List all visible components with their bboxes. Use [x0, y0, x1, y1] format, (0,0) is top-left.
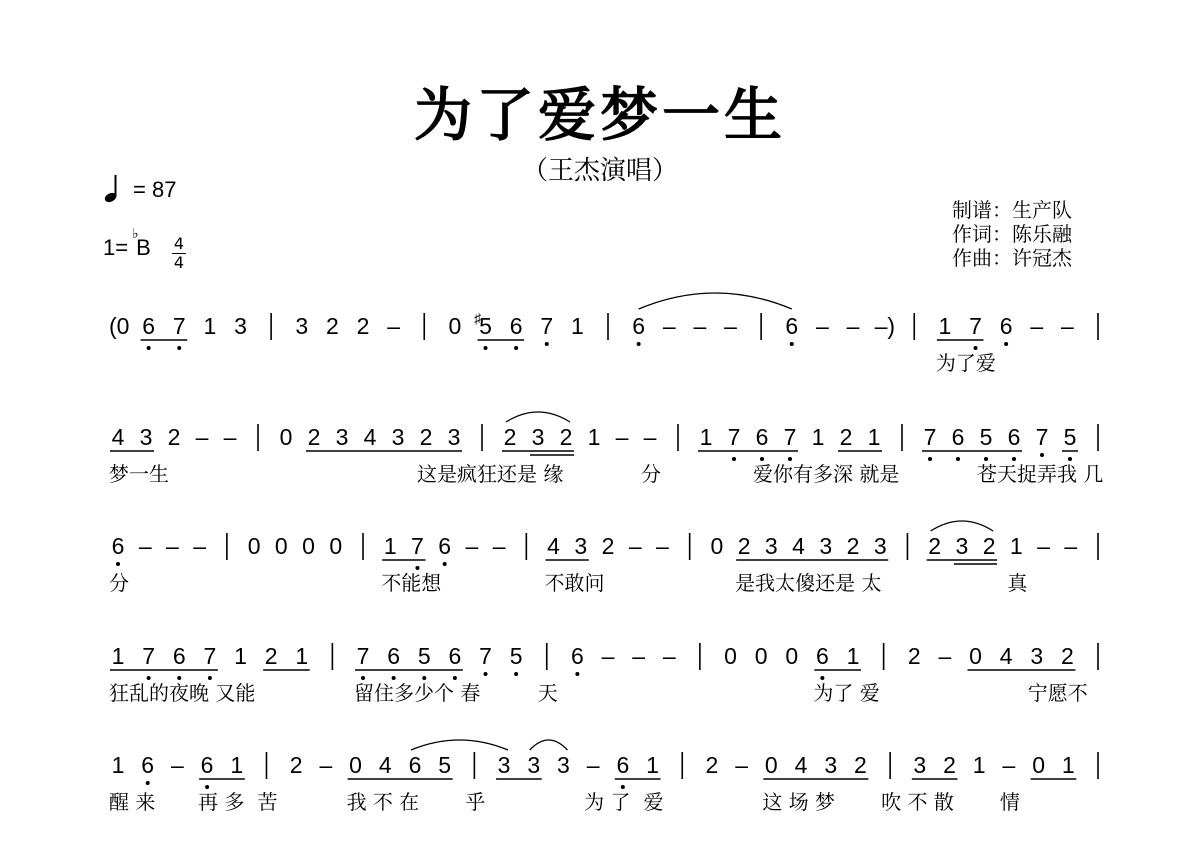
- note: 2: [737, 533, 751, 559]
- note: 7: [479, 643, 492, 669]
- low-octave-dot: [116, 562, 120, 566]
- note: 1: [972, 752, 986, 778]
- note: 4: [999, 643, 1013, 669]
- low-octave-dot: [621, 785, 625, 789]
- note: 5: [979, 424, 993, 450]
- note: 1: [646, 752, 659, 778]
- dash-note: –: [465, 533, 479, 559]
- note: 6: [951, 424, 965, 450]
- note: 1: [1061, 752, 1075, 778]
- note: 6: [172, 643, 186, 669]
- note: 2: [846, 533, 860, 559]
- low-octave-dot: [1068, 457, 1072, 461]
- lyric: 宁愿不: [1027, 681, 1088, 705]
- dash-note: –: [643, 424, 657, 450]
- dash-note: –: [846, 313, 860, 339]
- note: 3: [824, 752, 838, 778]
- dash-note: –: [815, 313, 829, 339]
- note: 5: [509, 643, 523, 669]
- note: 6: [632, 313, 646, 339]
- low-octave-dot: [1040, 453, 1044, 457]
- note: 3: [335, 424, 349, 450]
- dash-note: –: [1064, 533, 1078, 559]
- note: 2: [419, 424, 433, 450]
- time-signature: [172, 236, 186, 271]
- note: 5: [438, 752, 452, 778]
- low-octave-dot: [177, 346, 181, 350]
- note: 6: [387, 643, 401, 669]
- note: 2: [907, 643, 921, 669]
- note: 0: [969, 643, 982, 669]
- note: 0: [754, 643, 768, 669]
- flat-icon: ♭: [132, 225, 139, 241]
- lyric: 情: [999, 790, 1020, 814]
- note: 2: [167, 424, 181, 450]
- low-octave-dot: [984, 457, 988, 461]
- note: 1: [587, 424, 601, 450]
- note: 6: [570, 643, 584, 669]
- slur: [506, 412, 570, 422]
- note: 2: [943, 752, 956, 778]
- dash-note: –: [662, 643, 676, 669]
- dash-note: –): [874, 313, 896, 339]
- note: 0: [764, 752, 778, 778]
- low-octave-dot: [760, 457, 764, 461]
- note: 6: [616, 752, 630, 778]
- note: 6: [509, 313, 523, 339]
- lyric: 天: [537, 681, 558, 705]
- note: 1: [811, 424, 825, 450]
- low-octave-dot: [208, 676, 212, 680]
- note: 7: [727, 424, 741, 450]
- dash-note: –: [138, 533, 152, 559]
- dash-note: –: [735, 752, 749, 778]
- low-octave-dot: [205, 785, 209, 789]
- dash-note: –: [693, 313, 707, 339]
- low-octave-dot: [415, 566, 419, 570]
- credit-composer: 作曲：许冠杰: [952, 246, 1072, 270]
- lyric: 再 多: [198, 790, 245, 814]
- note: 6: [815, 643, 829, 669]
- lyric: 是我太傻还是 太: [735, 571, 882, 595]
- lyric: 梦一生: [109, 462, 169, 486]
- lyric: 不敢问: [544, 571, 605, 595]
- time-signature-bottom: 4: [173, 253, 185, 272]
- lyric: 不能想: [381, 571, 442, 595]
- note: 2: [982, 533, 996, 559]
- low-octave-dot: [1012, 457, 1016, 461]
- note: 1: [1009, 533, 1023, 559]
- lyric: 这是疯狂还是 缘: [417, 462, 564, 486]
- note: 7: [923, 424, 937, 450]
- note: 3: [819, 533, 833, 559]
- note: 7: [356, 643, 370, 669]
- key-signature: [103, 225, 151, 261]
- lyric: 爱你有多深 就是: [753, 462, 900, 486]
- dash-note: –: [1030, 313, 1044, 339]
- dash-note: –: [632, 643, 646, 669]
- note: 7: [203, 643, 217, 669]
- lyric: 爱: [643, 790, 664, 814]
- note: 2: [264, 643, 278, 669]
- note: 1: [570, 313, 584, 339]
- note: 2: [1060, 643, 1074, 669]
- lyric: 醒 来: [109, 790, 156, 814]
- note: 0: [302, 533, 315, 559]
- low-octave-dot: [575, 672, 579, 676]
- lyric: 吹 不 散: [881, 790, 954, 814]
- low-octave-dot: [453, 676, 457, 680]
- sharp-icon: ♯: [474, 310, 481, 326]
- dash-note: –: [1060, 313, 1074, 339]
- lyric: 分: [641, 462, 661, 486]
- dash-note: –: [1002, 752, 1016, 778]
- dash-note: –: [1037, 533, 1050, 559]
- note: 3: [531, 424, 545, 450]
- note: 0: [349, 752, 362, 778]
- note: 6: [438, 533, 452, 559]
- dash-note: –: [319, 752, 333, 778]
- note: 3: [447, 424, 461, 450]
- note: 1: [699, 424, 713, 450]
- key-label: 1=: [103, 235, 129, 260]
- low-octave-dot: [788, 457, 792, 461]
- slur: [411, 740, 508, 750]
- dash-note: –: [656, 533, 669, 559]
- lyric: 为了爱: [935, 351, 996, 375]
- dash-note: –: [724, 313, 737, 339]
- note: 2: [289, 752, 303, 778]
- note: 1: [867, 424, 881, 450]
- note: 2: [356, 313, 370, 339]
- note: 1: [111, 752, 125, 778]
- lyric: 我 不 在: [346, 790, 420, 814]
- dash-note: –: [387, 313, 401, 339]
- note: 2: [601, 533, 615, 559]
- note: 1: [230, 752, 244, 778]
- credits: [952, 198, 1072, 270]
- lyric: 为了 爱: [813, 681, 880, 705]
- low-octave-dot: [177, 676, 181, 680]
- note: 1: [295, 643, 309, 669]
- note: 2: [705, 752, 719, 778]
- note: 2: [839, 424, 853, 450]
- dash-note: –: [662, 313, 676, 339]
- note: 1: [846, 643, 860, 669]
- note: 6: [1007, 424, 1021, 450]
- note: 7: [783, 424, 797, 450]
- dash-note: –: [195, 424, 209, 450]
- note: 5: [1063, 424, 1077, 450]
- note: 3: [295, 313, 309, 339]
- note: 6: [141, 752, 155, 778]
- note: 4: [378, 752, 392, 778]
- low-octave-dot: [484, 672, 488, 676]
- song-title: 为了爱梦一生: [413, 81, 786, 149]
- low-octave-dot: [514, 346, 518, 350]
- note: 3: [527, 752, 541, 778]
- dash-note: –: [586, 752, 600, 778]
- note: 6: [448, 643, 462, 669]
- note: (0: [109, 313, 130, 339]
- note: 2: [503, 424, 517, 450]
- dash-note: –: [193, 533, 207, 559]
- note: 4: [363, 424, 377, 450]
- dash-note: –: [492, 533, 506, 559]
- note: 6: [755, 424, 769, 450]
- note: 7: [1035, 424, 1049, 450]
- note: 1: [234, 643, 247, 669]
- lyric: 这 场 梦: [762, 790, 836, 814]
- low-octave-dot: [956, 457, 960, 461]
- note: 3: [139, 424, 153, 450]
- low-octave-dot: [392, 676, 396, 680]
- tempo-marking: [103, 173, 176, 203]
- note: 3: [764, 533, 778, 559]
- low-octave-dot: [820, 676, 824, 680]
- low-octave-dot: [974, 346, 978, 350]
- low-octave-dot: [1004, 342, 1008, 346]
- dash-note: –: [601, 643, 615, 669]
- tempo-value: = 87: [133, 177, 177, 202]
- note: 7: [172, 313, 186, 339]
- low-octave-dot: [514, 672, 518, 676]
- note: 4: [794, 752, 808, 778]
- note: 4: [547, 533, 560, 559]
- song-subtitle: （王杰演唱）: [521, 156, 678, 186]
- low-octave-dot: [484, 346, 488, 350]
- note: 0: [710, 533, 724, 559]
- note: 6: [999, 313, 1013, 339]
- credit-lyricist: 作词：陈乐融: [952, 222, 1072, 246]
- note: 5: [479, 313, 492, 339]
- slur: [931, 521, 993, 531]
- dash-note: –: [938, 643, 952, 669]
- low-octave-dot: [732, 457, 736, 461]
- low-octave-dot: [443, 562, 447, 566]
- note: 6: [200, 752, 214, 778]
- key-note: B: [136, 235, 151, 260]
- low-octave-dot: [147, 346, 151, 350]
- dash-note: –: [170, 752, 184, 778]
- note: 1: [203, 313, 217, 339]
- note: 2: [928, 533, 942, 559]
- dash-note: –: [615, 424, 629, 450]
- low-octave-dot: [361, 676, 365, 680]
- dash-note: –: [628, 533, 642, 559]
- note: 0: [279, 424, 293, 450]
- note: 7: [969, 313, 982, 339]
- note: 1: [383, 533, 397, 559]
- note: 7: [540, 313, 554, 339]
- dash-note: –: [166, 533, 179, 559]
- note: 0: [247, 533, 261, 559]
- note: 0: [724, 643, 737, 669]
- slur: [530, 740, 568, 750]
- low-octave-dot: [928, 457, 932, 461]
- note: 3: [1030, 643, 1044, 669]
- note: 0: [1032, 752, 1045, 778]
- lyric: 苦: [257, 790, 278, 814]
- note: 7: [142, 643, 156, 669]
- note: 7: [411, 533, 424, 559]
- low-octave-dot: [637, 342, 641, 346]
- note: 1: [938, 313, 952, 339]
- note: 5: [417, 643, 431, 669]
- note: 1: [111, 643, 125, 669]
- note: 6: [142, 313, 156, 339]
- low-octave-dot: [146, 781, 150, 785]
- note: 2: [307, 424, 321, 450]
- credit-transcriber: 制谱：生产队: [952, 198, 1072, 222]
- note: 3: [913, 752, 927, 778]
- note: 3: [574, 533, 588, 559]
- note: 0: [274, 533, 288, 559]
- lyric: 为 了: [584, 790, 631, 814]
- note: 4: [111, 424, 125, 450]
- note: 4: [792, 533, 805, 559]
- note: 3: [955, 533, 969, 559]
- lyric: 乎: [465, 790, 486, 814]
- lyric: 分: [109, 571, 129, 595]
- note: 2: [854, 752, 867, 778]
- dash-note: –: [223, 424, 237, 450]
- time-signature-top: 4: [173, 234, 185, 253]
- low-octave-dot: [422, 676, 426, 680]
- note: 3: [234, 313, 247, 339]
- note: 2: [325, 313, 339, 339]
- low-octave-dot: [545, 342, 549, 346]
- note: 3: [557, 752, 570, 778]
- lyric: 真: [1007, 571, 1028, 595]
- note: 6: [111, 533, 125, 559]
- note: 0: [448, 313, 462, 339]
- low-octave-dot: [147, 676, 151, 680]
- note: 6: [785, 313, 799, 339]
- quarter-note-icon: [103, 173, 119, 203]
- tie: [639, 293, 792, 309]
- note: 0: [785, 643, 799, 669]
- note: 3: [497, 752, 511, 778]
- lyric: 狂乱的夜晚 又能: [109, 681, 256, 705]
- note: 3: [391, 424, 405, 450]
- low-octave-dot: [790, 342, 794, 346]
- lyric: 留住多少个 春: [354, 681, 481, 705]
- note: 0: [329, 533, 343, 559]
- lyric: 苍天捉弄我 几: [977, 462, 1104, 486]
- note: 6: [408, 752, 422, 778]
- note: 3: [873, 533, 887, 559]
- note: 2: [559, 424, 573, 450]
